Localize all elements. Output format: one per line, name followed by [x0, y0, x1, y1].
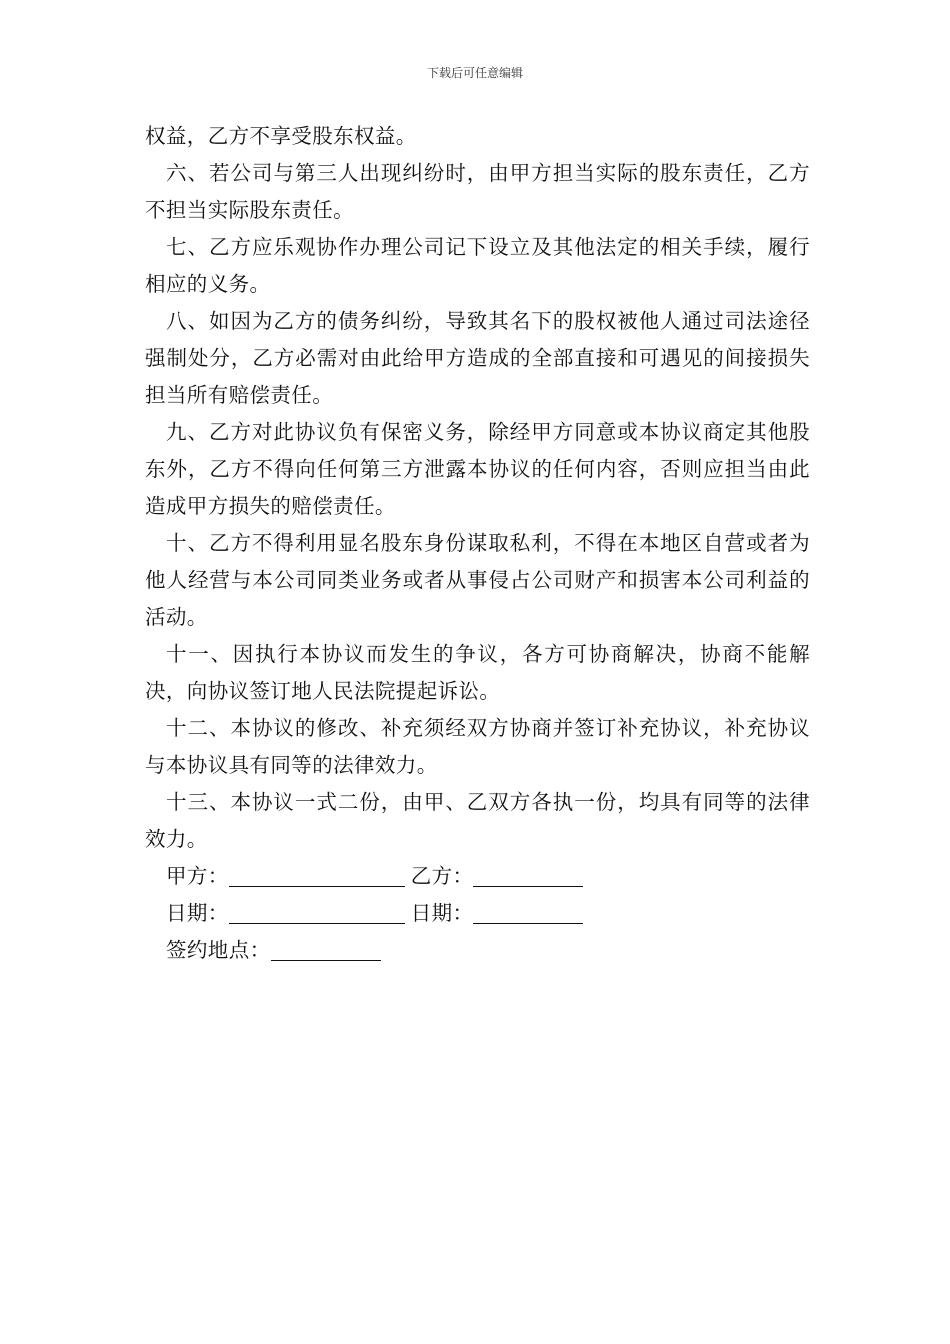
paragraph-continuation: 权益，乙方不享受股东权益。	[145, 124, 417, 148]
clause-7: 七、乙方应乐观协作办理公司记下设立及其他法定的相关手续，履行相应的义务。	[145, 235, 810, 296]
date-b-label: 日期：	[410, 901, 474, 925]
page-header-note: 下载后可任意编辑	[426, 66, 523, 80]
party-a-blank[interactable]	[229, 862, 405, 887]
clause-10: 十、乙方不得利用显名股东身份谋取私利，不得在本地区自营或者为他人经营与本公司同类业务或者从事侵占公司财产和损害本公司利益的活动。	[145, 531, 810, 629]
place-blank[interactable]	[271, 936, 381, 961]
clause-13: 十三、本协议一式二份，由甲、乙双方各执一份，均具有同等的法律效力。	[145, 790, 810, 851]
clause-9: 九、乙方对此协议负有保密义务，除经甲方同意或本协议商定其他股东外，乙方不得向任何第三方泄露本协议的任何内容，否则应担当由此造成甲方损失的赔偿责任。	[145, 420, 810, 518]
date-a-label: 日期：	[166, 901, 229, 925]
date-b-blank[interactable]	[473, 899, 583, 924]
signature-row-place	[145, 932, 810, 969]
signature-row-dates	[145, 895, 810, 932]
clause-6: 六、若公司与第三人出现纠纷时，由甲方担当实际的股东责任，乙方不担当实际股东责任。	[145, 161, 810, 222]
party-a-label: 甲方：	[166, 864, 229, 888]
signature-row-parties	[145, 858, 810, 895]
party-b-label: 乙方：	[410, 864, 474, 888]
date-a-blank[interactable]	[229, 899, 405, 924]
party-b-blank[interactable]	[473, 862, 583, 887]
place-label: 签约地点：	[166, 938, 271, 962]
clause-11: 十一、因执行本协议而发生的争议，各方可协商解决，协商不能解决，向协议签订地人民法院提起诉讼。	[145, 642, 810, 703]
clause-8: 八、如因为乙方的债务纠纷，导致其名下的股权被他人通过司法途径强制处分，乙方必需对由此给甲方造成的全部直接和可遇见的间接损失担当所有赔偿责任。	[145, 309, 810, 407]
clause-12: 十二、本协议的修改、补充须经双方协商并签订补充协议，补充协议与本协议具有同等的法律效力。	[145, 716, 810, 777]
agreement-body	[145, 118, 810, 969]
